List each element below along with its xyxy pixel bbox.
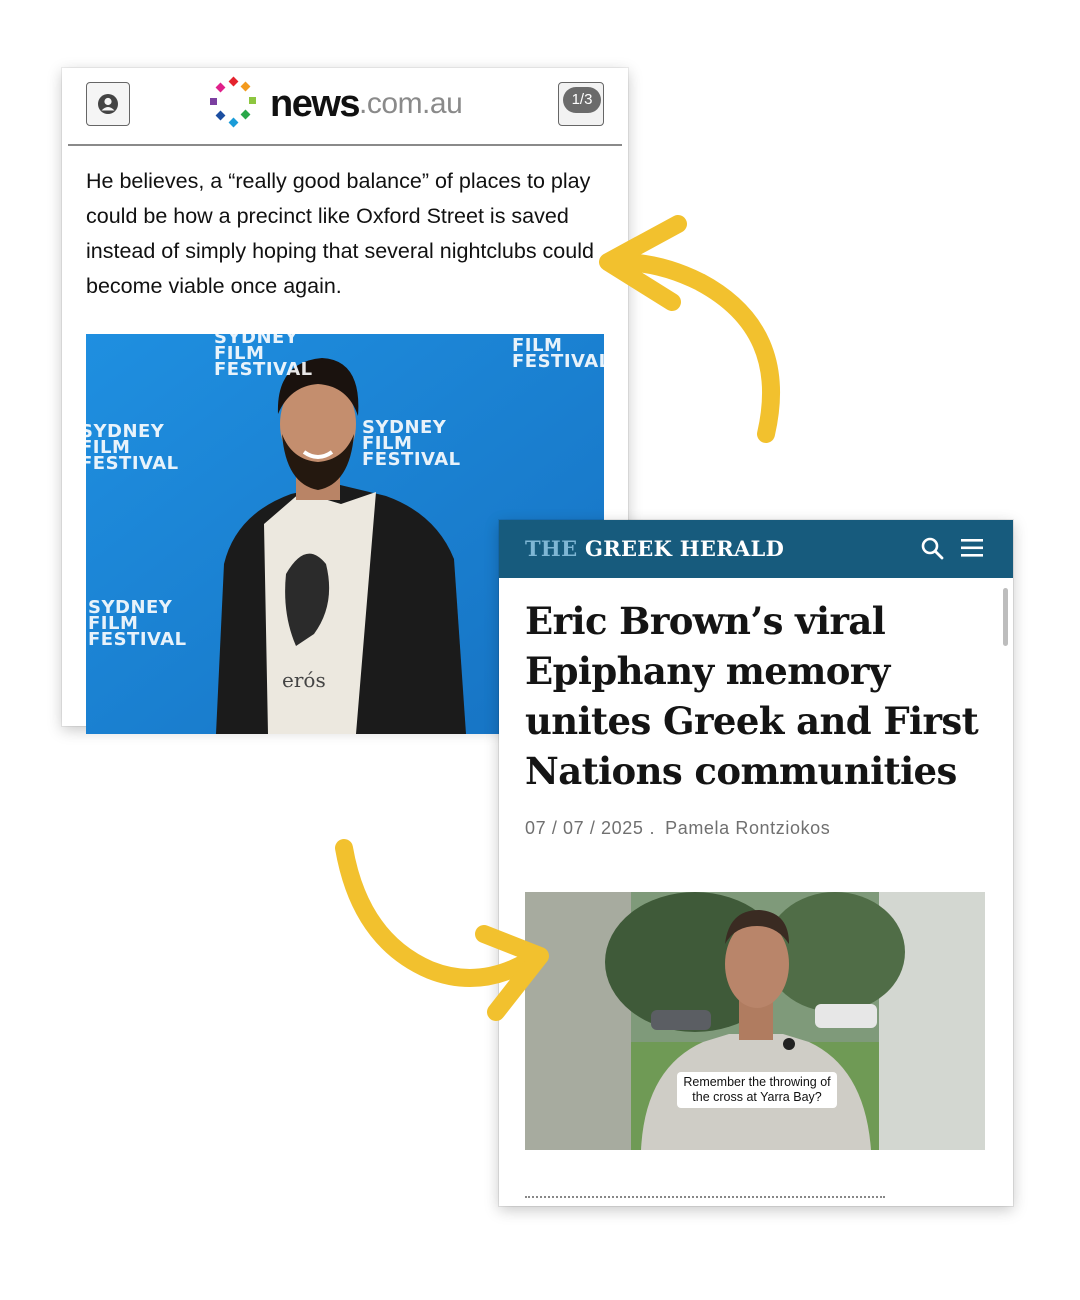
logo-word: news (270, 82, 360, 125)
user-circle-icon (97, 93, 119, 115)
backdrop-line: FILM (80, 437, 131, 458)
curved-arrow-up (590, 210, 800, 450)
search-icon[interactable] (920, 536, 944, 560)
brand-name: GREEK HERALD (585, 536, 785, 561)
brand-the: THE (525, 536, 578, 561)
backdrop-line: FESTIVAL (512, 351, 611, 372)
article-meta (525, 818, 830, 839)
backdrop-text (214, 327, 313, 380)
logo-domain: .com.au (359, 87, 463, 120)
backdrop-line: SYDNEY (362, 417, 447, 438)
backdrop-line: FESTIVAL (80, 453, 179, 474)
hamburger-menu-icon[interactable] (961, 538, 983, 558)
backdrop-line: SYDNEY (214, 327, 299, 348)
backdrop-text (80, 421, 179, 474)
backdrop-line: FILM (214, 343, 265, 364)
article-video-still[interactable] (525, 892, 985, 1150)
backdrop-line: FESTIVAL (362, 449, 461, 470)
article-paragraph: He believes, a “really good balance” of places to play could be how a precinct like Oxford Street is saved instead of simply hoping that several nightclubs could become viable once again. (86, 169, 594, 298)
shirt-text: erós (282, 668, 326, 692)
backdrop-line: SYDNEY (88, 597, 173, 618)
backdrop-line: FILM (512, 335, 563, 356)
gallery-counter-button[interactable] (558, 82, 604, 126)
backdrop-line: SYDNEY (80, 421, 165, 442)
author-link[interactable]: Pamela Rontziokos (665, 818, 831, 838)
site-logo[interactable] (525, 520, 784, 578)
article-headline: Eric Brown’s viral Epiphany memory unites Greek and First Nations communities (525, 599, 979, 793)
backdrop-text (362, 417, 461, 470)
news-header (62, 68, 628, 144)
backdrop-line: FESTIVAL (214, 359, 313, 380)
truncated-text-line (525, 1196, 885, 1208)
gallery-counter: 1/3 (563, 87, 601, 113)
curved-arrow-down (320, 830, 570, 1030)
account-button[interactable] (86, 82, 130, 126)
news-logo[interactable] (204, 74, 462, 134)
site-header (499, 520, 1013, 578)
meta-separator: . (649, 818, 656, 838)
backdrop-text (88, 597, 187, 650)
publish-date: 07 / 07 / 2025 (525, 818, 644, 838)
video-still-image (525, 892, 985, 1150)
dot-ring-logo-icon (204, 75, 262, 133)
greek-herald-card (499, 520, 1013, 1206)
video-caption: Remember the throwing of the cross at Yarra Bay? (677, 1072, 837, 1108)
header-divider (68, 144, 622, 146)
backdrop-line: FESTIVAL (88, 629, 187, 650)
backdrop-line: FILM (88, 613, 139, 634)
scrollbar[interactable] (1003, 588, 1008, 646)
backdrop-line: FILM (362, 433, 413, 454)
